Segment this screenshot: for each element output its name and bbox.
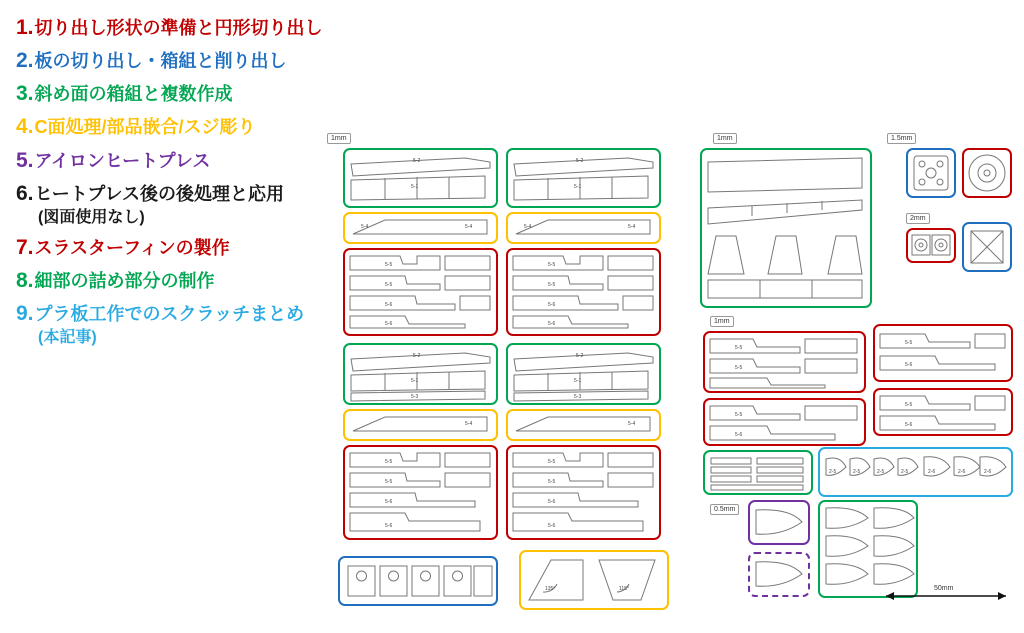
svg-text:5-6: 5-6 xyxy=(905,422,913,428)
index-item-label: ヒートプレス後の後処理と応用 xyxy=(34,183,284,204)
panel-angle-diagram xyxy=(519,550,669,610)
index-item-number: 3. xyxy=(16,82,34,106)
index-item-label: スラスターフィンの製作 xyxy=(34,237,230,258)
svg-text:5-4: 5-4 xyxy=(465,224,473,230)
svg-text:2-5: 2-5 xyxy=(853,469,861,475)
svg-text:5-2: 5-2 xyxy=(576,353,584,359)
svg-text:2-5: 2-5 xyxy=(829,469,837,475)
index-item-number: 6. xyxy=(16,181,34,205)
scale-tag-right-mid: 1mm xyxy=(710,316,734,327)
svg-text:5-6: 5-6 xyxy=(905,362,913,368)
panel-part-x-square-blue xyxy=(962,222,1012,272)
svg-text:5-5: 5-5 xyxy=(905,340,913,346)
svg-text:5-5: 5-5 xyxy=(905,402,913,408)
svg-text:5-5: 5-5 xyxy=(548,459,556,465)
index-item-number: 9. xyxy=(16,302,34,326)
panel-group-yellow-b2 xyxy=(506,409,661,441)
index-item-label: C面処理/部品嵌合/スジ彫り xyxy=(34,117,256,138)
index-item-3[interactable] xyxy=(16,82,376,106)
svg-text:2-6: 2-6 xyxy=(928,469,936,475)
panel-group-yellow-a1 xyxy=(343,212,498,244)
index-item-label: 斜め面の箱組と複数作成 xyxy=(34,84,233,105)
chapter-index xyxy=(16,16,376,356)
panel-group-red-b1 xyxy=(343,445,498,540)
index-item-number: 1. xyxy=(16,16,34,39)
svg-text:5-4: 5-4 xyxy=(628,421,636,427)
svg-text:135°: 135° xyxy=(545,586,556,592)
index-item-7[interactable] xyxy=(16,236,376,260)
scale-tag-left-top: 1mm xyxy=(327,133,351,144)
svg-text:5-6: 5-6 xyxy=(385,523,393,529)
svg-text:5-5: 5-5 xyxy=(385,479,393,485)
svg-text:5-5: 5-5 xyxy=(735,412,743,418)
panel-group-cyan-fins xyxy=(818,447,1013,497)
panel-group-red-a2 xyxy=(506,248,661,336)
index-item-2[interactable] xyxy=(16,49,376,73)
panel-group-blue-bottom xyxy=(338,556,498,606)
svg-text:5-1: 5-1 xyxy=(411,184,419,190)
svg-text:5-5: 5-5 xyxy=(385,459,393,465)
panel-group-red-b2 xyxy=(506,445,661,540)
index-item-sublabel: (本記事) xyxy=(38,329,97,347)
panel-group-red-r3 xyxy=(703,398,866,446)
scale-ruler xyxy=(882,578,1012,606)
svg-text:5-6: 5-6 xyxy=(735,432,743,438)
index-item-label: 切り出し形状の準備と円形切り出し xyxy=(34,18,323,38)
svg-text:5-5: 5-5 xyxy=(548,282,556,288)
index-item-5[interactable] xyxy=(16,149,376,173)
svg-text:2-5: 2-5 xyxy=(877,469,885,475)
panel-group-red-r2 xyxy=(873,324,1013,382)
svg-text:5-5: 5-5 xyxy=(385,262,393,268)
svg-text:5-5: 5-5 xyxy=(735,345,743,351)
svg-text:5-3: 5-3 xyxy=(411,394,419,400)
index-item-sublabel: (図面使用なし) xyxy=(38,208,145,226)
panel-group-green-b2 xyxy=(506,343,661,405)
svg-text:5-4: 5-4 xyxy=(628,224,636,230)
svg-text:5-6: 5-6 xyxy=(385,499,393,505)
panel-group-purple-solid xyxy=(748,500,810,545)
svg-text:5-5: 5-5 xyxy=(385,282,393,288)
svg-text:5-1: 5-1 xyxy=(574,378,582,384)
svg-text:5-2: 5-2 xyxy=(413,158,421,164)
svg-text:2-6: 2-6 xyxy=(984,469,992,475)
panel-group-yellow-a2 xyxy=(506,212,661,244)
panel-part-circle-red xyxy=(962,148,1012,198)
svg-text:5-2: 5-2 xyxy=(413,353,421,359)
svg-text:5-6: 5-6 xyxy=(385,302,393,308)
svg-text:5-2: 5-2 xyxy=(576,158,584,164)
panel-group-green-strips xyxy=(703,450,813,495)
scale-tag-right-top: 1mm xyxy=(713,133,737,144)
index-item-9[interactable] xyxy=(16,302,376,326)
panel-group-red-r4 xyxy=(873,388,1013,436)
svg-text:5-6: 5-6 xyxy=(548,302,556,308)
index-item-label: プラ板工作でのスクラッチまとめ xyxy=(34,304,305,325)
panel-group-green-a1 xyxy=(343,148,498,208)
svg-text:2-5: 2-5 xyxy=(901,469,909,475)
index-item-label: 細部の詰め部分の制作 xyxy=(34,270,215,291)
svg-text:5-4: 5-4 xyxy=(465,421,473,427)
svg-text:5-1: 5-1 xyxy=(574,184,582,190)
scale-tag-right-2: 2mm xyxy=(906,213,930,224)
panel-group-red-r1 xyxy=(703,331,866,393)
index-item-1[interactable] xyxy=(16,16,376,40)
panel-group-green-b1 xyxy=(343,343,498,405)
svg-text:5-1: 5-1 xyxy=(411,378,419,384)
svg-text:5-5: 5-5 xyxy=(548,479,556,485)
svg-text:5-6: 5-6 xyxy=(548,499,556,505)
svg-text:5-5: 5-5 xyxy=(735,365,743,371)
svg-text:50mm: 50mm xyxy=(934,585,954,592)
svg-text:5-4: 5-4 xyxy=(361,224,369,230)
svg-text:5-6: 5-6 xyxy=(385,321,393,327)
index-item-label: 板の切り出し・箱組と削り出し xyxy=(34,51,287,72)
index-item-label: アイロンヒートプレス xyxy=(34,150,211,171)
svg-text:5-6: 5-6 xyxy=(548,321,556,327)
panel-group-red-a1 xyxy=(343,248,498,336)
index-item-4[interactable] xyxy=(16,115,376,139)
svg-text:115°: 115° xyxy=(619,586,629,592)
index-item-number: 2. xyxy=(16,49,34,73)
svg-text:5-4: 5-4 xyxy=(524,224,532,230)
panel-group-purple-dashed xyxy=(748,552,810,597)
svg-text:5-6: 5-6 xyxy=(548,523,556,529)
panel-part-two-rings-red xyxy=(906,228,956,263)
scale-tag-right-05: 0.5mm xyxy=(710,504,739,515)
index-item-number: 5. xyxy=(16,148,34,172)
panel-group-yellow-b1 xyxy=(343,409,498,441)
svg-text:2-6: 2-6 xyxy=(958,469,966,475)
svg-text:5-3: 5-3 xyxy=(574,394,582,400)
index-item-8[interactable] xyxy=(16,269,376,293)
index-item-number: 7. xyxy=(16,235,34,259)
panel-group-green-right xyxy=(700,148,872,308)
panel-group-green-a2 xyxy=(506,148,661,208)
index-item-number: 4. xyxy=(16,115,34,139)
svg-text:5-5: 5-5 xyxy=(548,262,556,268)
panel-part-square-blue xyxy=(906,148,956,198)
index-item-6[interactable] xyxy=(16,182,376,206)
scale-tag-right-15: 1.5mm xyxy=(887,133,916,144)
index-item-number: 8. xyxy=(16,268,34,292)
